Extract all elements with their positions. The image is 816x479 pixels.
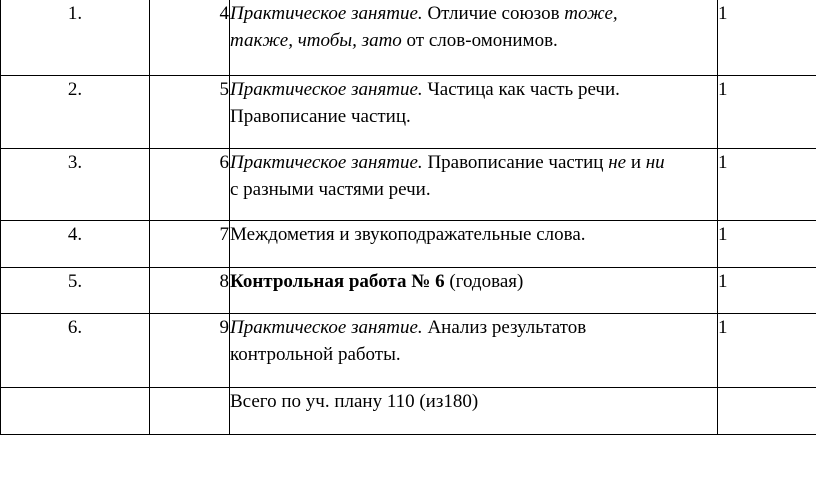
- topic-term: ни: [645, 152, 665, 173]
- hours-count: 1: [718, 76, 816, 149]
- topic-term: не: [608, 152, 627, 173]
- topic-title-bold: Контрольная работа № 6: [230, 271, 445, 292]
- lesson-topic: [230, 268, 718, 314]
- hours-count: 1: [718, 221, 816, 268]
- hours-count: 1: [718, 314, 816, 388]
- table-row-total: [1, 388, 816, 435]
- row-number: 1.: [1, 0, 150, 76]
- hours-count: 1: [718, 0, 816, 76]
- topic-term: также, чтобы, зато: [230, 30, 402, 51]
- row-number: 3.: [1, 149, 150, 221]
- topic-text: Правописание частиц: [422, 152, 609, 173]
- topic-text: Анализ результатов: [422, 317, 587, 338]
- lesson-index: 8: [150, 268, 230, 314]
- table-row: [1, 76, 816, 149]
- lesson-index: 9: [150, 314, 230, 388]
- lesson-topic: [230, 221, 718, 268]
- topic-text: Отличие союзов: [422, 3, 565, 24]
- topic-text: с разными частями речи.: [230, 179, 431, 200]
- table-row: [1, 221, 816, 268]
- row-number: 4.: [1, 221, 150, 268]
- topic-text: Междометия и звукоподражательные слова.: [230, 224, 586, 245]
- row-number: 2.: [1, 76, 150, 149]
- topic-text: Частица как часть речи.: [422, 79, 620, 100]
- topic-type: Практическое занятие.: [230, 152, 423, 173]
- hours-count: 1: [718, 149, 816, 221]
- topic-text: Правописание частиц.: [230, 106, 411, 127]
- topic-text: от слов-омонимов.: [401, 30, 558, 51]
- lesson-topic: [230, 149, 718, 221]
- lesson-index: 4: [150, 0, 230, 76]
- lesson-index: 5: [150, 76, 230, 149]
- table-row: [1, 0, 816, 76]
- lesson-topic: [230, 0, 718, 76]
- topic-text: (годовая): [444, 271, 524, 292]
- total-hours-text: Всего по уч. плану 110 (из180): [230, 388, 718, 435]
- topic-type: Практическое занятие.: [230, 79, 423, 100]
- row-number: [1, 388, 150, 435]
- lesson-index: 6: [150, 149, 230, 221]
- topic-type: Практическое занятие.: [230, 3, 423, 24]
- hours-count: [718, 388, 816, 435]
- row-number: 5.: [1, 268, 150, 314]
- row-number: 6.: [1, 314, 150, 388]
- lesson-topic: [230, 314, 718, 388]
- table-row: [1, 268, 816, 314]
- table-row: [1, 314, 816, 388]
- lesson-index: 7: [150, 221, 230, 268]
- topic-text: и: [626, 152, 646, 173]
- topic-text: контрольной работы.: [230, 344, 401, 365]
- hours-count: 1: [718, 268, 816, 314]
- lesson-topic: [230, 76, 718, 149]
- table-row: [1, 149, 816, 221]
- topic-term: тоже,: [564, 3, 618, 24]
- lesson-index: [150, 388, 230, 435]
- topic-type: Практическое занятие.: [230, 317, 423, 338]
